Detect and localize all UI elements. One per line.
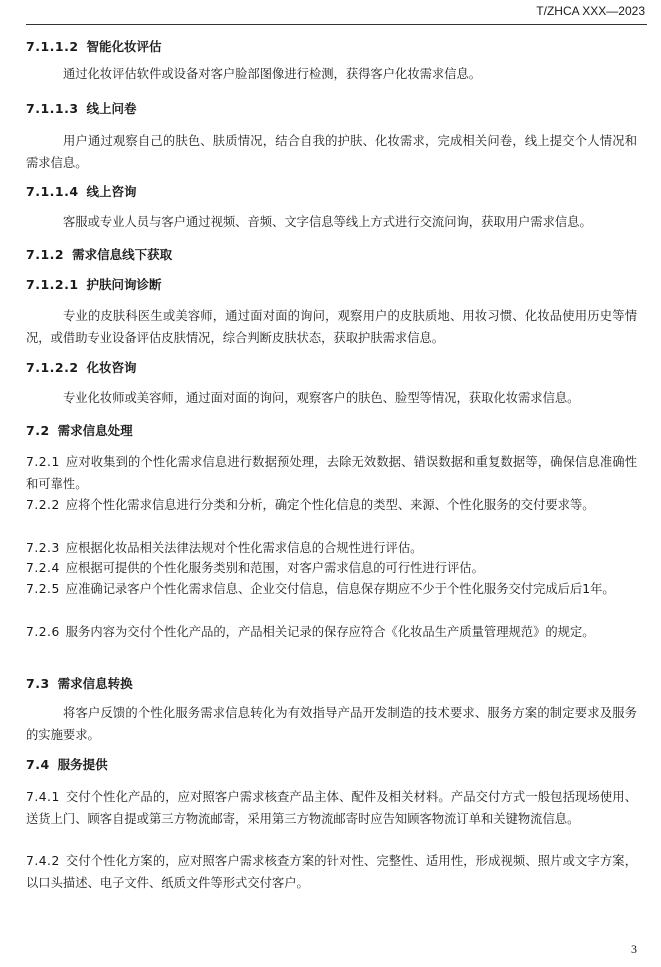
heading-title: 线上问卷 [86, 101, 137, 116]
paragraph: 专业化妆师或美容师，通过面对面的询问，观察客户的肤色、脸型等情况，获取化妆需求信息。 [63, 391, 580, 405]
heading-title: 需求信息线下获取 [72, 247, 173, 262]
item-text: 应根据化妆品相关法律法规对个性化需求信息的合规性进行评估。 [65, 541, 423, 555]
heading-number: 7.1.2.1 [26, 277, 79, 292]
heading-number: 7.3 [26, 676, 50, 691]
paragraph: 用户通过观察自己的肤色、肤质情况，结合自我的护肤、化妆需求，完成相关问卷，线上提交个人情况和需求信息。 [26, 134, 637, 170]
paragraph: 通过化妆评估软件或设备对客户脸部图像进行检测，获得客户化妆需求信息。 [63, 67, 482, 81]
heading-number: 7.1.1.3 [26, 101, 79, 116]
heading-number: 7.1.1.2 [26, 39, 79, 54]
heading-number: 7.1.2.2 [26, 360, 79, 375]
item-text: 应将个性化需求信息进行分类和分析，确定个性化信息的类型、来源、个性化服务的交付要求等。 [65, 498, 595, 512]
list-item-7-4-2 [26, 850, 637, 894]
item-number: 7.2.6 [26, 625, 60, 639]
paragraph: 客服或专业人员与客户通过视频、音频、文字信息等线上方式进行交流问询，获取用户需求信息。 [63, 215, 592, 229]
heading-7-1-2-1 [26, 276, 637, 294]
item-number: 7.2.1 [26, 455, 60, 469]
heading-7-1-2 [26, 246, 637, 264]
paragraph: 专业的皮肤科医生或美容师，通过面对面的询问，观察用户的皮肤质地、用妆习惯、化妆品使用历史等情况，或借助专业设备评估皮肤情况，综合判断皮肤状态，获取护肤需求信息。 [26, 309, 637, 345]
document-code: T/ZHCA XXX—2023 [536, 4, 645, 18]
heading-title: 服务提供 [57, 757, 108, 772]
list-item-7-2-3 [26, 537, 637, 559]
item-text: 交付个性化方案的，应对照客户需求核查方案的针对性、完整性、适用性，形成视频、照片或文字方案，以口头描述、电子文件、纸质文件等形式交付客户。 [26, 854, 637, 890]
heading-title: 护肤问询诊断 [86, 277, 162, 292]
heading-7-4 [26, 756, 637, 774]
item-text: 交付个性化产品的，应对照客户需求核查产品主体、配件及相关材料。产品交付方式一般包括现场使用、送货上门、顾客自提或第三方物流邮寄，采用第三方物流邮寄时应告知顾客物流订单和关键物流信息。 [26, 790, 637, 826]
list-item-7-4-1 [26, 786, 637, 830]
item-number: 7.2.4 [26, 561, 60, 575]
item-text: 应准确记录客户个性化需求信息、企业交付信息，信息保存期应不少于个性化服务交付完成后后1年。 [65, 582, 615, 596]
list-item-7-2-4 [26, 557, 637, 579]
heading-number: 7.1.1.4 [26, 184, 79, 199]
item-text: 服务内容为交付个性化产品的，产品相关记录的保存应符合《化妆品生产质量管理规范》的规定。 [65, 625, 595, 639]
item-text: 应根据可提供的个性化服务类别和范围，对客户需求信息的可行性进行评估。 [65, 561, 484, 575]
item-number: 7.2.2 [26, 498, 60, 512]
list-item-7-2-6 [26, 621, 637, 643]
heading-number: 7.1.2 [26, 247, 65, 262]
item-number: 7.4.1 [26, 790, 60, 804]
item-text: 应对收集到的个性化需求信息进行数据预处理，去除无效数据、错误数据和重复数据等，确保信息准确性和可靠性。 [26, 455, 637, 491]
header-divider [26, 24, 647, 25]
heading-title: 智能化妆评估 [86, 39, 162, 54]
list-item-7-2-1 [26, 451, 637, 495]
heading-7-1-1-2 [26, 38, 637, 56]
heading-number: 7.4 [26, 757, 50, 772]
item-number: 7.2.5 [26, 582, 60, 596]
paragraph: 将客户反馈的个性化服务需求信息转化为有效指导产品开发制造的技术要求、服务方案的制定要求及服务的实施要求。 [26, 706, 637, 742]
item-number: 7.2.3 [26, 541, 60, 555]
heading-7-1-1-3 [26, 100, 637, 118]
list-item-7-2-2 [26, 494, 637, 516]
item-number: 7.4.2 [26, 854, 60, 868]
heading-7-2 [26, 422, 637, 440]
heading-7-1-1-4 [26, 183, 637, 201]
heading-7-3 [26, 675, 637, 693]
page-number: 3 [631, 942, 637, 956]
heading-title: 需求信息处理 [57, 423, 133, 438]
heading-7-1-2-2 [26, 359, 637, 377]
list-item-7-2-5 [26, 578, 637, 600]
heading-title: 化妆咨询 [86, 360, 137, 375]
heading-number: 7.2 [26, 423, 50, 438]
heading-title: 需求信息转换 [57, 676, 133, 691]
heading-title: 线上咨询 [86, 184, 137, 199]
